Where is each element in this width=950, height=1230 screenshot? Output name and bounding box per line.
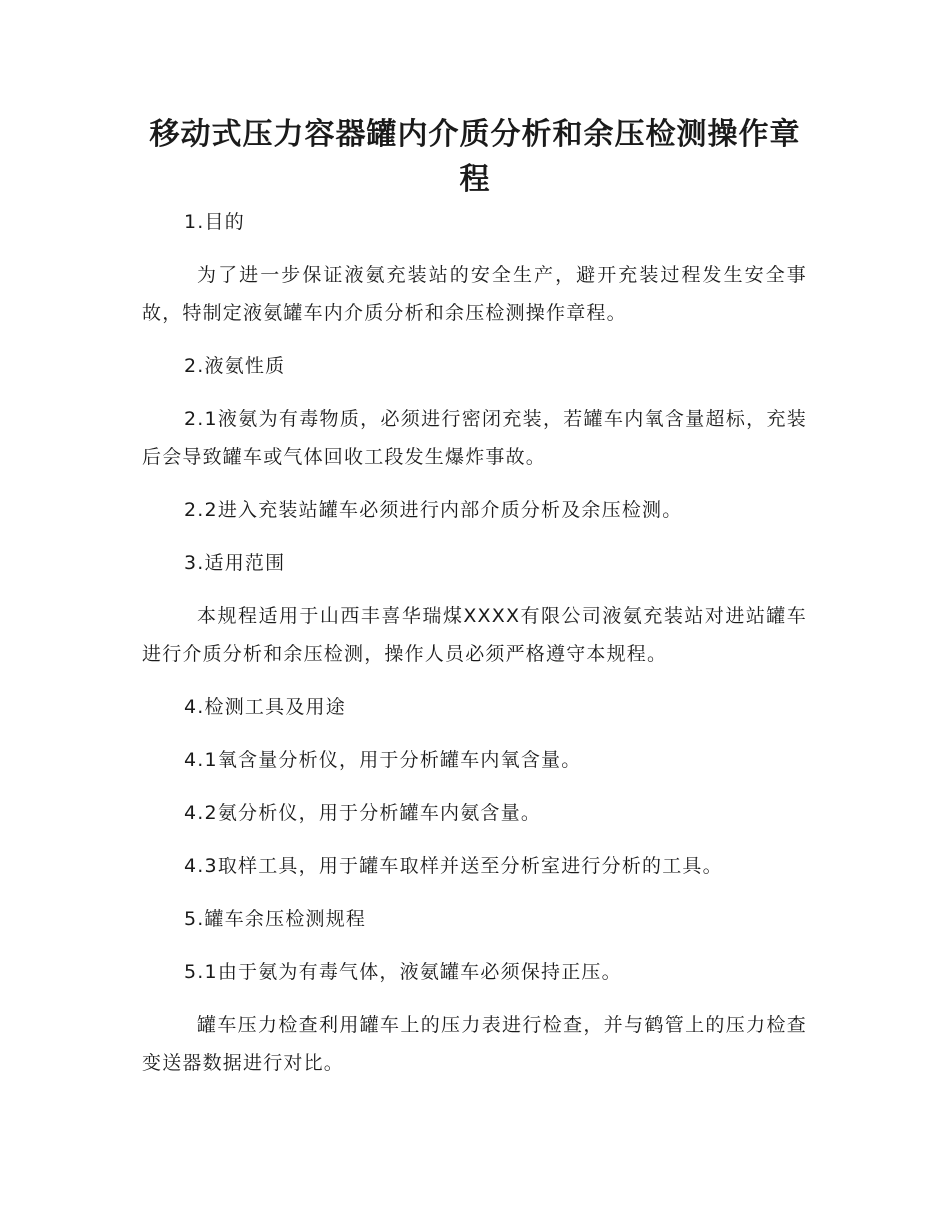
section-heading-purpose: 1.目的 [184,211,245,233]
section-heading-properties: 2.液氨性质 [184,355,286,377]
clause-4-2: 4.2氨分析仪，用于分析罐车内氨含量。 [184,802,542,824]
section-heading-tools: 4.检测工具及用途 [184,696,346,718]
clause-5-1: 5.1由于氨为有毒气体，液氨罐车必须保持正压。 [184,961,622,983]
clause-4-3: 4.3取样工具，用于罐车取样并送至分析室进行分析的工具。 [184,855,723,877]
clause-2-2: 2.2进入充装站罐车必须进行内部介质分析及余压检测。 [184,499,683,521]
pressure-check-paragraph: 罐车压力检查利用罐车上的压力表进行检查，并与鹤管上的压力检查变送器数据进行对比。 [142,1014,807,1074]
clause-2-1: 2.1液氨为有毒物质，必须进行密闭充装，若罐车内氧含量超标，充装后会导致罐车或气体回收工段发生爆炸事故。 [142,408,807,468]
section-heading-scope: 3.适用范围 [184,552,286,574]
document-title: 移动式压力容器罐内介质分析和余压检测操作章程 [149,117,801,197]
purpose-paragraph: 为了进一步保证液氨充装站的安全生产，避开充装过程发生安全事故，特制定液氨罐车内介质分析和余压检测操作章程。 [142,264,807,324]
document-body [142,203,807,1097]
clause-4-1: 4.1氧含量分析仪，用于分析罐车内氧含量。 [184,749,582,771]
section-heading-pressure-check: 5.罐车余压检测规程 [184,908,367,930]
scope-paragraph: 本规程适用于山西丰喜华瑞煤XXXX有限公司液氨充装站对进站罐车进行介质分析和余压检测，操作人员必须严格遵守本规程。 [142,605,807,665]
